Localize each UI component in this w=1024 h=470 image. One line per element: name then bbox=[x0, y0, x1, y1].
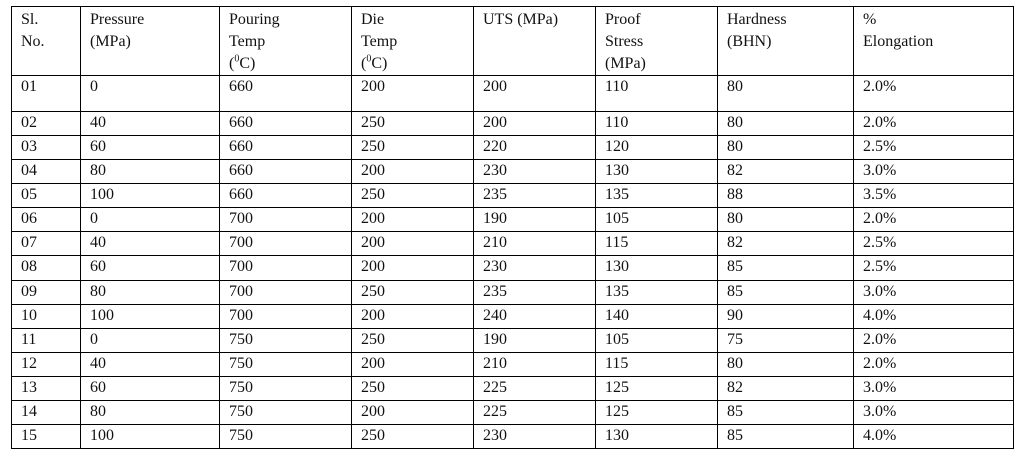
table-row bbox=[12, 305, 1014, 329]
cell-die-temp: 250 bbox=[352, 112, 474, 136]
cell-uts: 200 bbox=[474, 76, 596, 112]
cell-pressure: 100 bbox=[81, 425, 220, 449]
cell-proof-stress: 110 bbox=[596, 76, 718, 112]
cell-pressure: 0 bbox=[81, 208, 220, 232]
cell-sl-no: 05 bbox=[12, 184, 81, 208]
cell-uts: 190 bbox=[474, 329, 596, 353]
table-row bbox=[12, 136, 1014, 160]
cell-pressure: 100 bbox=[81, 184, 220, 208]
cell-proof-stress: 135 bbox=[596, 184, 718, 208]
cell-sl-no: 10 bbox=[12, 305, 81, 329]
table-row bbox=[12, 281, 1014, 305]
cell-die-temp: 200 bbox=[352, 256, 474, 281]
cell-pouring-temp: 750 bbox=[220, 329, 352, 353]
cell-proof-stress: 105 bbox=[596, 329, 718, 353]
cell-elongation: 2.0% bbox=[854, 76, 1014, 112]
cell-die-temp: 250 bbox=[352, 136, 474, 160]
cell-pouring-temp: 750 bbox=[220, 377, 352, 401]
cell-elongation: 3.0% bbox=[854, 377, 1014, 401]
cell-sl-no: 06 bbox=[12, 208, 81, 232]
cell-sl-no: 13 bbox=[12, 377, 81, 401]
cell-pressure: 0 bbox=[81, 76, 220, 112]
cell-die-temp: 200 bbox=[352, 76, 474, 112]
results-table bbox=[11, 6, 1014, 449]
cell-proof-stress: 130 bbox=[596, 256, 718, 281]
cell-pressure: 100 bbox=[81, 305, 220, 329]
cell-pressure: 80 bbox=[81, 160, 220, 184]
cell-proof-stress: 110 bbox=[596, 112, 718, 136]
cell-uts: 230 bbox=[474, 160, 596, 184]
cell-uts: 230 bbox=[474, 425, 596, 449]
header-hardness: Hardness (BHN) bbox=[718, 7, 854, 76]
cell-die-temp: 250 bbox=[352, 281, 474, 305]
cell-pouring-temp: 660 bbox=[220, 184, 352, 208]
header-proof-stress: Proof Stress (MPa) bbox=[596, 7, 718, 76]
cell-sl-no: 01 bbox=[12, 76, 81, 112]
cell-elongation: 3.0% bbox=[854, 281, 1014, 305]
cell-sl-no: 09 bbox=[12, 281, 81, 305]
cell-hardness: 80 bbox=[718, 136, 854, 160]
cell-uts: 235 bbox=[474, 281, 596, 305]
header-pouring-temp: Pouring Temp ($^0$C) bbox=[220, 7, 352, 76]
cell-sl-no: 07 bbox=[12, 232, 81, 256]
table-row bbox=[12, 160, 1014, 184]
cell-pouring-temp: 660 bbox=[220, 136, 352, 160]
cell-hardness: 82 bbox=[718, 160, 854, 184]
table-row bbox=[12, 232, 1014, 256]
cell-hardness: 85 bbox=[718, 256, 854, 281]
cell-proof-stress: 140 bbox=[596, 305, 718, 329]
table-row bbox=[12, 208, 1014, 232]
cell-elongation: 3.5% bbox=[854, 184, 1014, 208]
table-row bbox=[12, 401, 1014, 425]
cell-uts: 230 bbox=[474, 256, 596, 281]
cell-elongation: 2.5% bbox=[854, 136, 1014, 160]
cell-elongation: 2.0% bbox=[854, 329, 1014, 353]
cell-pouring-temp: 700 bbox=[220, 232, 352, 256]
cell-pressure: 40 bbox=[81, 232, 220, 256]
cell-elongation: 4.0% bbox=[854, 305, 1014, 329]
cell-pouring-temp: 700 bbox=[220, 305, 352, 329]
cell-proof-stress: 130 bbox=[596, 425, 718, 449]
cell-hardness: 85 bbox=[718, 281, 854, 305]
table-row bbox=[12, 184, 1014, 208]
cell-pressure: 60 bbox=[81, 136, 220, 160]
table-row bbox=[12, 377, 1014, 401]
cell-sl-no: 12 bbox=[12, 353, 81, 377]
cell-elongation: 3.0% bbox=[854, 160, 1014, 184]
cell-uts: 190 bbox=[474, 208, 596, 232]
header-die-temp: Die Temp ($^0$C) bbox=[352, 7, 474, 76]
cell-hardness: 80 bbox=[718, 353, 854, 377]
cell-sl-no: 03 bbox=[12, 136, 81, 160]
cell-uts: 225 bbox=[474, 377, 596, 401]
cell-pressure: 60 bbox=[81, 377, 220, 401]
cell-proof-stress: 135 bbox=[596, 281, 718, 305]
cell-pouring-temp: 750 bbox=[220, 401, 352, 425]
cell-die-temp: 200 bbox=[352, 305, 474, 329]
cell-hardness: 75 bbox=[718, 329, 854, 353]
cell-die-temp: 200 bbox=[352, 401, 474, 425]
cell-elongation: 2.0% bbox=[854, 112, 1014, 136]
cell-proof-stress: 120 bbox=[596, 136, 718, 160]
cell-uts: 200 bbox=[474, 112, 596, 136]
table-row bbox=[12, 112, 1014, 136]
cell-uts: 220 bbox=[474, 136, 596, 160]
header-elongation: % Elongation bbox=[854, 7, 1014, 76]
cell-pressure: 0 bbox=[81, 329, 220, 353]
table-row bbox=[12, 425, 1014, 449]
cell-pouring-temp: 660 bbox=[220, 76, 352, 112]
cell-uts: 235 bbox=[474, 184, 596, 208]
cell-hardness: 85 bbox=[718, 401, 854, 425]
table-row bbox=[12, 329, 1014, 353]
table-row bbox=[12, 353, 1014, 377]
cell-proof-stress: 125 bbox=[596, 377, 718, 401]
cell-sl-no: 02 bbox=[12, 112, 81, 136]
cell-proof-stress: 130 bbox=[596, 160, 718, 184]
cell-elongation: 2.5% bbox=[854, 256, 1014, 281]
cell-hardness: 82 bbox=[718, 232, 854, 256]
cell-uts: 210 bbox=[474, 353, 596, 377]
cell-pressure: 80 bbox=[81, 281, 220, 305]
cell-elongation: 4.0% bbox=[854, 425, 1014, 449]
header-pressure: Pressure (MPa) bbox=[81, 7, 220, 76]
cell-die-temp: 250 bbox=[352, 329, 474, 353]
cell-elongation: 3.0% bbox=[854, 401, 1014, 425]
cell-hardness: 88 bbox=[718, 184, 854, 208]
cell-sl-no: 11 bbox=[12, 329, 81, 353]
cell-sl-no: 14 bbox=[12, 401, 81, 425]
cell-hardness: 80 bbox=[718, 76, 854, 112]
table-row bbox=[12, 76, 1014, 112]
cell-pouring-temp: 660 bbox=[220, 112, 352, 136]
cell-pouring-temp: 700 bbox=[220, 208, 352, 232]
cell-pressure: 80 bbox=[81, 401, 220, 425]
cell-hardness: 85 bbox=[718, 425, 854, 449]
cell-pressure: 60 bbox=[81, 256, 220, 281]
cell-pouring-temp: 660 bbox=[220, 160, 352, 184]
cell-die-temp: 200 bbox=[352, 353, 474, 377]
cell-uts: 225 bbox=[474, 401, 596, 425]
cell-proof-stress: 115 bbox=[596, 353, 718, 377]
cell-elongation: 2.0% bbox=[854, 353, 1014, 377]
cell-pouring-temp: 750 bbox=[220, 353, 352, 377]
cell-pouring-temp: 750 bbox=[220, 425, 352, 449]
header-sl-no: Sl. No. bbox=[12, 7, 81, 76]
cell-die-temp: 200 bbox=[352, 160, 474, 184]
cell-pouring-temp: 700 bbox=[220, 281, 352, 305]
header-uts: UTS (MPa) bbox=[474, 7, 596, 76]
cell-elongation: 2.5% bbox=[854, 232, 1014, 256]
cell-uts: 240 bbox=[474, 305, 596, 329]
cell-sl-no: 15 bbox=[12, 425, 81, 449]
cell-hardness: 80 bbox=[718, 112, 854, 136]
cell-pouring-temp: 700 bbox=[220, 256, 352, 281]
cell-pressure: 40 bbox=[81, 112, 220, 136]
cell-sl-no: 08 bbox=[12, 256, 81, 281]
cell-die-temp: 250 bbox=[352, 425, 474, 449]
cell-die-temp: 200 bbox=[352, 232, 474, 256]
cell-hardness: 90 bbox=[718, 305, 854, 329]
table-body bbox=[12, 76, 1014, 449]
cell-hardness: 80 bbox=[718, 208, 854, 232]
cell-die-temp: 250 bbox=[352, 184, 474, 208]
cell-proof-stress: 105 bbox=[596, 208, 718, 232]
cell-proof-stress: 125 bbox=[596, 401, 718, 425]
header-row bbox=[12, 7, 1014, 76]
cell-die-temp: 200 bbox=[352, 208, 474, 232]
cell-pressure: 40 bbox=[81, 353, 220, 377]
cell-sl-no: 04 bbox=[12, 160, 81, 184]
cell-elongation: 2.0% bbox=[854, 208, 1014, 232]
cell-die-temp: 250 bbox=[352, 377, 474, 401]
cell-uts: 210 bbox=[474, 232, 596, 256]
cell-hardness: 82 bbox=[718, 377, 854, 401]
table-row bbox=[12, 256, 1014, 281]
cell-proof-stress: 115 bbox=[596, 232, 718, 256]
